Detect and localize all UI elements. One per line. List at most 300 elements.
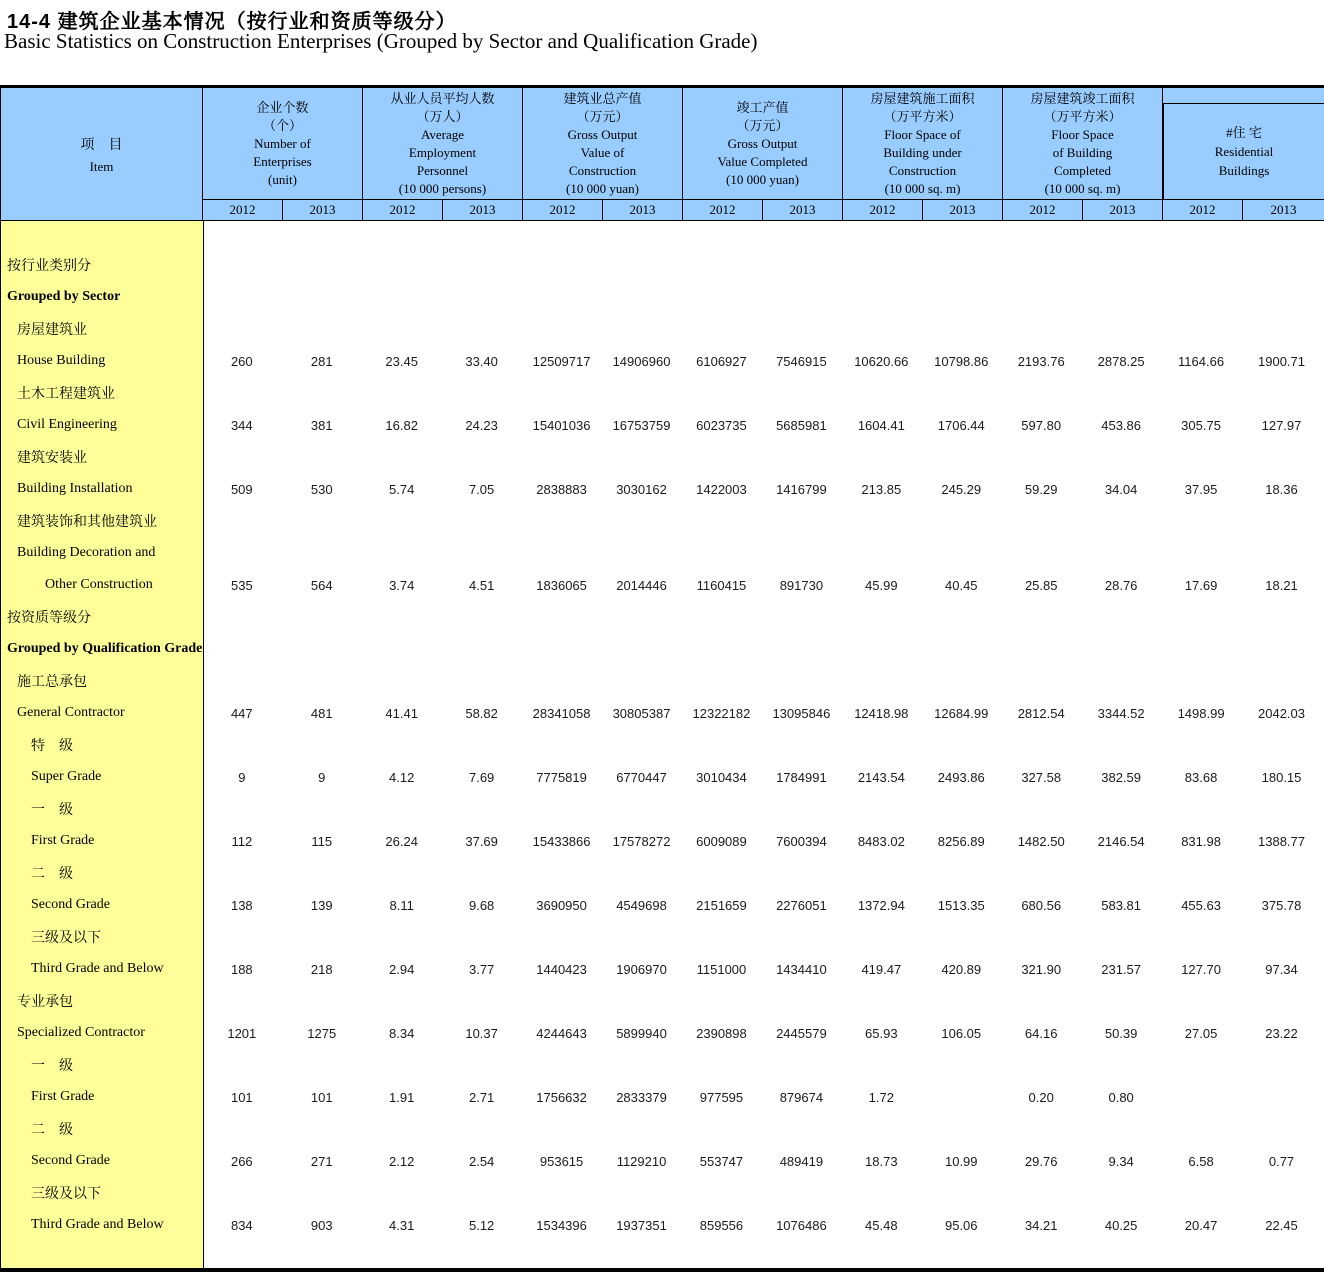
value-cell: 1076486 — [776, 1217, 827, 1233]
value-cell: 8483.02 — [857, 833, 905, 849]
value-cell: 28341058 — [532, 705, 591, 721]
value-cell — [524, 793, 604, 825]
value-cell — [1243, 665, 1324, 697]
header-group-5 — [843, 88, 1003, 199]
value-cell — [524, 665, 604, 697]
value-cell: 59.29 — [1024, 481, 1058, 497]
value-cell: 95.06 — [944, 1217, 978, 1233]
value-cell: 1498.99 — [1177, 705, 1225, 721]
value-cell: 180.15 — [1261, 769, 1302, 785]
value-cell: 40.25 — [1104, 1217, 1138, 1233]
header-line: Building under — [883, 144, 962, 160]
value-cell — [1163, 313, 1243, 345]
value-cell — [1003, 537, 1083, 569]
value-cell — [604, 1241, 684, 1268]
value-cell — [604, 377, 684, 409]
value-cell — [204, 985, 284, 1017]
value-cell — [444, 441, 524, 473]
value-cell — [1163, 633, 1243, 665]
value-cell: 4.51 — [469, 577, 495, 593]
value-cell — [763, 633, 843, 665]
value-cell: 535 — [230, 577, 253, 593]
value-cell — [1163, 1113, 1243, 1145]
row-label: 一 级 — [1, 793, 204, 825]
value-cell — [284, 1241, 364, 1268]
value-cell — [604, 985, 684, 1017]
value-cell: 879674 — [779, 1089, 824, 1105]
value-cell: 6023735 — [696, 417, 747, 433]
value-cell — [1243, 1241, 1324, 1268]
value-cell: 4.12 — [389, 769, 415, 785]
value-cell — [604, 505, 684, 537]
row-label: Building Decoration and — [1, 537, 204, 569]
value-cell — [444, 633, 524, 665]
value-cell: 12509717 — [532, 353, 591, 369]
value-cell — [364, 665, 444, 697]
value-cell — [524, 601, 604, 633]
value-cell — [604, 249, 684, 281]
value-cell: 834 — [230, 1217, 253, 1233]
value-cell: 115 — [311, 833, 333, 849]
value-cell — [444, 281, 524, 313]
table-row — [1, 1145, 1324, 1177]
year-cell: 2013 — [443, 200, 523, 220]
value-cell: 1160415 — [696, 577, 747, 593]
value-cell — [1003, 505, 1083, 537]
value-cell: 5.12 — [468, 1217, 495, 1233]
year-cell: 2012 — [843, 200, 923, 220]
value-cell: 1784991 — [776, 769, 827, 785]
value-cell: 8.34 — [389, 1025, 415, 1041]
value-cell: 18.73 — [865, 1153, 898, 1169]
value-cell — [604, 313, 684, 345]
value-cell: 3.74 — [389, 577, 415, 593]
value-cell — [204, 1049, 284, 1081]
value-cell — [1003, 729, 1083, 761]
item-column-header — [1, 88, 203, 220]
value-cell — [843, 793, 923, 825]
value-cell — [1163, 601, 1243, 633]
value-cell: 5685981 — [776, 417, 827, 433]
value-cell: 1275 — [307, 1025, 337, 1041]
table-row — [1, 537, 1324, 569]
header-group-lines — [253, 99, 311, 189]
value-cell: 65.93 — [865, 1025, 898, 1041]
value-cell — [683, 857, 763, 889]
row-label: 三级及以下 — [1, 1177, 204, 1209]
value-cell — [1243, 729, 1324, 761]
row-label: 按行业类别分 — [1, 249, 204, 281]
value-cell: 481 — [310, 705, 333, 721]
value-cell: 10620.66 — [854, 353, 909, 369]
value-cell — [1163, 281, 1243, 313]
value-cell — [923, 249, 1003, 281]
value-cell — [444, 601, 524, 633]
header-group-lines — [718, 99, 808, 189]
value-cell — [524, 249, 604, 281]
header-line: Value of — [580, 144, 625, 160]
value-cell — [683, 281, 763, 313]
value-cell — [204, 1241, 284, 1268]
value-cell — [204, 281, 284, 313]
value-cell — [1003, 313, 1083, 345]
value-cell: 597.80 — [1021, 417, 1062, 433]
value-cell: 37.69 — [465, 833, 498, 849]
value-cell: 2878.25 — [1097, 353, 1145, 369]
value-cell: 12322182 — [692, 705, 751, 721]
value-cell: 10.37 — [465, 1025, 498, 1041]
value-cell — [1243, 633, 1324, 665]
row-label: 特 级 — [1, 729, 204, 761]
value-cell: 34.04 — [1104, 481, 1138, 497]
value-cell: 15433866 — [532, 833, 591, 849]
table-row — [1, 697, 1324, 729]
value-cell — [1243, 505, 1324, 537]
value-cell — [1083, 633, 1163, 665]
header-line: (10 000 persons) — [398, 180, 487, 196]
value-cell: 83.68 — [1184, 769, 1218, 785]
value-cell: 9.34 — [1108, 1153, 1134, 1169]
header-line: of Building — [1052, 144, 1113, 160]
value-cell — [524, 1113, 604, 1145]
value-cell: 127.97 — [1261, 417, 1302, 433]
value-cell: 6.58 — [1188, 1153, 1214, 1169]
value-cell — [843, 537, 923, 569]
value-cell — [1243, 221, 1324, 249]
value-cell — [524, 729, 604, 761]
row-label: Other Construction — [1, 569, 204, 601]
row-label: 施工总承包 — [1, 665, 204, 697]
value-cell — [843, 221, 923, 249]
value-cell — [364, 313, 444, 345]
header-line: 竣工产值 — [736, 99, 789, 115]
year-cell: 2012 — [683, 200, 763, 220]
header-line: （万元） — [736, 117, 789, 133]
value-cell — [683, 377, 763, 409]
value-cell: 33.40 — [465, 353, 498, 369]
value-cell — [284, 313, 364, 345]
header-line: Buildings — [1218, 163, 1270, 178]
value-cell: 583.81 — [1101, 897, 1142, 913]
value-cell: 2493.86 — [937, 769, 985, 785]
page-title-chinese: 14-4 建筑企业基本情况（按行业和资质等级分） — [7, 11, 457, 33]
value-cell: 0.80 — [1108, 1089, 1134, 1105]
row-label: Third Grade and Below — [1, 1209, 204, 1241]
value-cell — [524, 633, 604, 665]
value-cell — [444, 1241, 524, 1268]
row-label: 建筑装饰和其他建筑业 — [1, 505, 204, 537]
row-label: House Building — [1, 345, 204, 377]
body-spacer-row — [1, 221, 1324, 249]
value-cell: 30805387 — [612, 705, 671, 721]
value-cell — [1003, 1241, 1083, 1268]
value-cell: 6009089 — [696, 833, 747, 849]
table-row — [1, 921, 1324, 953]
table-row — [1, 953, 1324, 985]
value-cell — [524, 857, 604, 889]
value-cell: 26.24 — [385, 833, 418, 849]
value-cell: 375.78 — [1261, 897, 1302, 913]
value-cell: 28.76 — [1104, 577, 1138, 593]
value-cell — [1243, 1049, 1324, 1081]
value-cell — [683, 313, 763, 345]
header-line: 企业个数 — [256, 99, 309, 115]
row-label: 三级及以下 — [1, 921, 204, 953]
value-cell — [843, 281, 923, 313]
value-cell — [763, 1049, 843, 1081]
value-cell: 2193.76 — [1017, 353, 1065, 369]
value-cell — [204, 377, 284, 409]
value-cell: 24.23 — [465, 417, 498, 433]
value-cell: 0.77 — [1268, 1153, 1295, 1169]
table-row — [1, 1017, 1324, 1049]
table-row — [1, 281, 1324, 313]
value-cell — [604, 921, 684, 953]
value-cell: 18.21 — [1265, 577, 1298, 593]
value-cell: 8256.89 — [937, 833, 985, 849]
value-cell — [763, 441, 843, 473]
value-cell — [444, 1113, 524, 1145]
value-cell: 1201 — [227, 1025, 257, 1041]
value-cell — [843, 921, 923, 953]
value-cell: 20.47 — [1184, 1217, 1218, 1233]
value-cell — [843, 985, 923, 1017]
table-row — [1, 1177, 1324, 1209]
value-cell — [763, 1177, 843, 1209]
value-cell: 1513.35 — [937, 897, 985, 913]
value-cell: 27.05 — [1184, 1025, 1218, 1041]
year-cell: 2012 — [203, 200, 283, 220]
value-cell: 15401036 — [532, 417, 591, 433]
header-line: Completed — [1053, 162, 1112, 178]
value-cell — [204, 633, 284, 665]
value-cell: 106.05 — [941, 1025, 982, 1041]
value-cell: 10798.86 — [934, 353, 989, 369]
value-cell — [923, 921, 1003, 953]
header-line: 房屋建筑竣工面积 — [1030, 90, 1135, 106]
value-cell — [604, 537, 684, 569]
row-label — [1, 1241, 204, 1268]
value-cell — [1003, 249, 1083, 281]
value-cell: 97.34 — [1265, 961, 1298, 977]
year-cell: 2013 — [1083, 200, 1163, 220]
value-cell — [843, 441, 923, 473]
value-cell — [444, 221, 524, 249]
value-cell — [923, 857, 1003, 889]
value-cell — [364, 281, 444, 313]
value-cell: 3010434 — [696, 769, 747, 785]
value-cell — [604, 281, 684, 313]
value-cell: 1534396 — [536, 1217, 587, 1233]
value-cell — [923, 1177, 1003, 1209]
value-cell: 260 — [230, 353, 253, 369]
value-cell — [364, 441, 444, 473]
value-cell — [1083, 1177, 1163, 1209]
table-row — [1, 857, 1324, 889]
value-cell: 41.41 — [385, 705, 418, 721]
header-group-lines — [390, 90, 494, 198]
value-cell — [204, 729, 284, 761]
value-cell: 40.45 — [945, 577, 978, 593]
header-line: Residential — [1214, 144, 1274, 159]
value-cell: 2812.54 — [1017, 705, 1065, 721]
value-cell — [284, 601, 364, 633]
value-cell — [284, 857, 364, 889]
value-cell — [923, 985, 1003, 1017]
header-line: Enterprises — [253, 153, 312, 169]
table-row — [1, 1113, 1324, 1145]
value-cell: 4.31 — [389, 1217, 415, 1233]
value-cell: 2.54 — [468, 1153, 495, 1169]
value-cell — [1243, 601, 1324, 633]
year-cell: 2013 — [1270, 202, 1297, 217]
value-cell — [284, 1177, 364, 1209]
value-cell — [364, 377, 444, 409]
row-label: Civil Engineering — [1, 409, 204, 441]
value-cell: 213.85 — [861, 481, 902, 497]
value-cell — [683, 505, 763, 537]
value-cell: 489419 — [779, 1153, 824, 1169]
value-cell — [1003, 633, 1083, 665]
table-row — [1, 1049, 1324, 1081]
value-cell — [1163, 505, 1243, 537]
header-line: Personnel — [416, 162, 469, 178]
table-row — [1, 505, 1324, 537]
value-cell — [683, 1241, 763, 1268]
value-cell: 680.56 — [1021, 897, 1062, 913]
year-cell: 2012 — [1003, 200, 1083, 220]
value-cell: 2143.54 — [857, 769, 905, 785]
row-label: Second Grade — [1, 1145, 204, 1177]
value-cell — [204, 313, 284, 345]
header-group-6 — [1003, 88, 1163, 199]
value-cell — [364, 221, 444, 249]
value-cell — [1083, 313, 1163, 345]
table-row — [1, 441, 1324, 473]
value-cell: 530 — [310, 481, 333, 497]
table-row — [1, 633, 1324, 665]
value-cell: 13095846 — [772, 705, 831, 721]
row-label: 专业承包 — [1, 985, 204, 1017]
value-cell: 12418.98 — [854, 705, 909, 721]
value-cell — [1243, 1081, 1324, 1113]
year-cell: 2013 — [763, 200, 843, 220]
value-cell: 5899940 — [616, 1025, 667, 1041]
header-years-row — [203, 199, 1324, 220]
row-label: 按资质等级分 — [1, 601, 204, 633]
value-cell — [1083, 281, 1163, 313]
value-cell: 16753759 — [612, 417, 671, 433]
value-cell: 14906960 — [612, 353, 671, 369]
value-cell: 4549698 — [616, 897, 667, 913]
value-cell — [524, 921, 604, 953]
value-cell — [204, 793, 284, 825]
value-cell — [524, 505, 604, 537]
value-cell: 2833379 — [616, 1089, 667, 1105]
value-cell — [1163, 793, 1243, 825]
value-cell — [1083, 985, 1163, 1017]
value-cell: 453.86 — [1101, 417, 1141, 433]
table-row — [1, 313, 1324, 345]
value-cell: 420.89 — [941, 961, 982, 977]
year-cell: 2012 — [523, 200, 603, 220]
value-cell — [763, 1241, 843, 1268]
header-group-2 — [363, 88, 523, 199]
value-cell — [1243, 441, 1324, 473]
value-cell — [204, 441, 284, 473]
value-cell — [524, 281, 604, 313]
table-row — [1, 601, 1324, 633]
value-cell — [923, 1113, 1003, 1145]
value-cell — [284, 793, 364, 825]
table-row — [1, 729, 1324, 761]
value-cell: 138 — [230, 897, 253, 913]
value-cell — [444, 537, 524, 569]
value-cell — [763, 665, 843, 697]
value-cell: 2042.03 — [1258, 705, 1305, 721]
header-line: （个） — [262, 117, 302, 133]
value-cell — [1083, 221, 1163, 249]
value-cell — [683, 537, 763, 569]
row-label: Third Grade and Below — [1, 953, 204, 985]
header-line: Employment — [408, 144, 477, 160]
value-cell — [763, 985, 843, 1017]
value-cell: 1129210 — [616, 1153, 667, 1169]
value-cell — [284, 1049, 364, 1081]
value-cell: 64.16 — [1024, 1025, 1058, 1041]
row-label: Building Installation — [1, 473, 204, 505]
value-cell — [763, 857, 843, 889]
value-cell: 231.57 — [1101, 961, 1142, 977]
value-cell — [763, 921, 843, 953]
value-cell: 447 — [230, 705, 253, 721]
page-title-english: Basic Statistics on Construction Enterprises (Grouped by Sector and Qualification Grade) — [4, 29, 758, 53]
value-cell: 101 — [230, 1089, 253, 1105]
table-row — [1, 889, 1324, 921]
value-cell: 344 — [230, 417, 253, 433]
header-group-7 — [1163, 88, 1324, 199]
value-cell: 34.21 — [1024, 1217, 1058, 1233]
year-cell: 2013 — [603, 200, 683, 220]
value-cell: 1.72 — [868, 1089, 894, 1105]
value-cell — [843, 665, 923, 697]
value-cell — [364, 505, 444, 537]
header-line: （万平方米） — [1043, 108, 1122, 124]
value-cell — [683, 441, 763, 473]
table-row — [1, 473, 1324, 505]
value-cell: 1706.44 — [937, 417, 985, 433]
value-cell — [444, 985, 524, 1017]
header-group-3 — [523, 88, 683, 199]
table-body — [1, 220, 1324, 1268]
value-cell — [524, 377, 604, 409]
value-cell — [1163, 537, 1243, 569]
value-cell — [683, 601, 763, 633]
year-cell: 2013 — [283, 200, 363, 220]
residential-subheader-box — [1163, 103, 1324, 199]
header-line: 建筑业总产值 — [563, 90, 642, 106]
value-cell — [364, 633, 444, 665]
header-group-lines — [563, 90, 641, 198]
value-cell — [284, 665, 364, 697]
value-cell: 2838883 — [536, 481, 587, 497]
value-cell — [204, 505, 284, 537]
value-cell: 2151659 — [696, 897, 747, 913]
value-cell — [1003, 921, 1083, 953]
value-cell — [763, 505, 843, 537]
value-cell — [444, 377, 524, 409]
value-cell — [763, 537, 843, 569]
